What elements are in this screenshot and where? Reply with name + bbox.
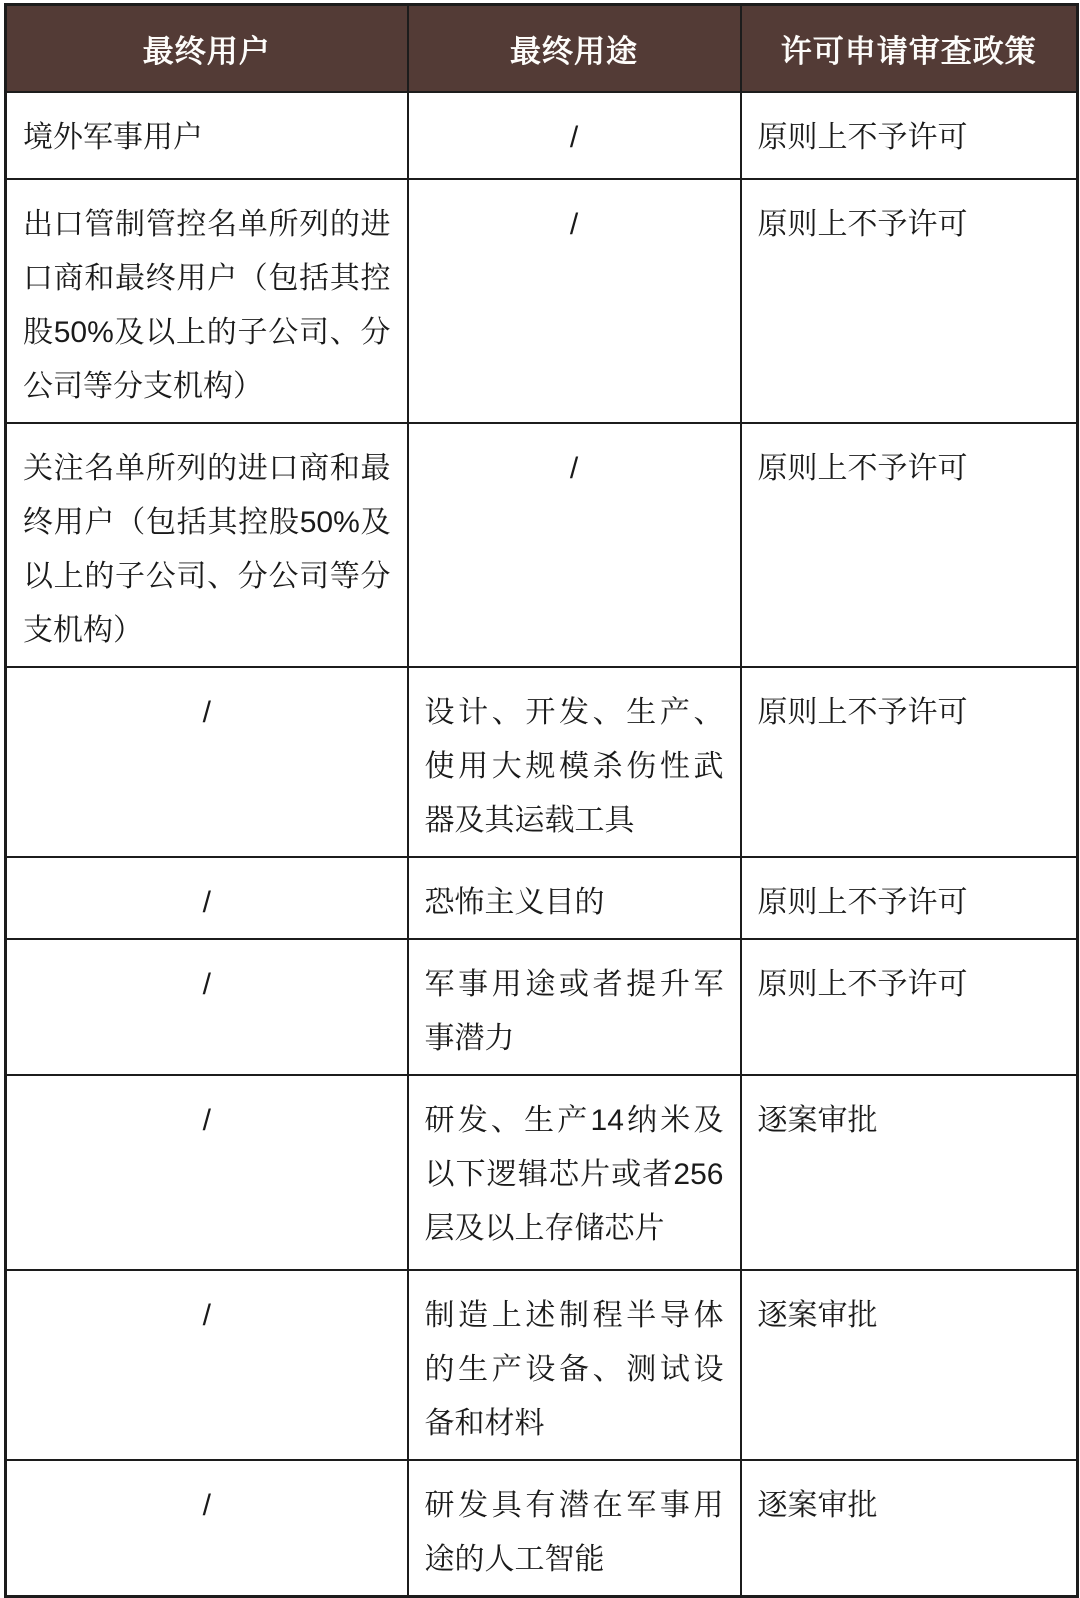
end-user-cell: /: [6, 1270, 408, 1460]
end-user-cell: /: [6, 1075, 408, 1270]
table-header-row: [6, 5, 1078, 92]
end-user-cell: /: [6, 667, 408, 857]
policy-cell: 原则上不予许可: [741, 179, 1078, 423]
table-row: [6, 1460, 1078, 1597]
header-end-user: 最终用户: [6, 5, 408, 92]
header-review-policy: 许可申请审查政策: [741, 5, 1078, 92]
table-row: [6, 1075, 1078, 1270]
policy-cell: 逐案审批: [741, 1270, 1078, 1460]
policy-cell: 原则上不予许可: [741, 92, 1078, 179]
end-use-cell: 军事用途或者提升军事潜力: [408, 939, 741, 1075]
end-use-cell: 制造上述制程半导体的生产设备、测试设备和材料: [408, 1270, 741, 1460]
policy-cell: 逐案审批: [741, 1460, 1078, 1597]
table-row: [6, 667, 1078, 857]
table-row: [6, 1270, 1078, 1460]
end-use-cell: 恐怖主义目的: [408, 857, 741, 939]
policy-cell: 原则上不予许可: [741, 857, 1078, 939]
table-row: [6, 423, 1078, 667]
end-user-cell: 出口管制管控名单所列的进口商和最终用户（包括其控股50%及以上的子公司、分公司等分支机构）: [6, 179, 408, 423]
table-row: [6, 939, 1078, 1075]
end-user-cell: /: [6, 857, 408, 939]
policy-cell: 原则上不予许可: [741, 423, 1078, 667]
end-use-cell: 研发、生产14纳米及以下逻辑芯片或者256层及以上存储芯片: [408, 1075, 741, 1270]
table-row: [6, 179, 1078, 423]
end-use-cell: /: [408, 423, 741, 667]
end-user-cell: 关注名单所列的进口商和最终用户（包括其控股50%及以上的子公司、分公司等分支机构）: [6, 423, 408, 667]
end-user-cell: /: [6, 1460, 408, 1597]
table-row: [6, 92, 1078, 179]
table-row: [6, 857, 1078, 939]
end-use-cell: /: [408, 179, 741, 423]
policy-cell: 原则上不予许可: [741, 667, 1078, 857]
end-use-cell: /: [408, 92, 741, 179]
license-policy-table: [4, 3, 1079, 1598]
end-use-cell: 设计、开发、生产、使用大规模杀伤性武器及其运载工具: [408, 667, 741, 857]
end-user-cell: /: [6, 939, 408, 1075]
policy-cell: 原则上不予许可: [741, 939, 1078, 1075]
end-user-cell: 境外军事用户: [6, 92, 408, 179]
end-use-cell: 研发具有潜在军事用途的人工智能: [408, 1460, 741, 1597]
policy-cell: 逐案审批: [741, 1075, 1078, 1270]
header-end-use: 最终用途: [408, 5, 741, 92]
